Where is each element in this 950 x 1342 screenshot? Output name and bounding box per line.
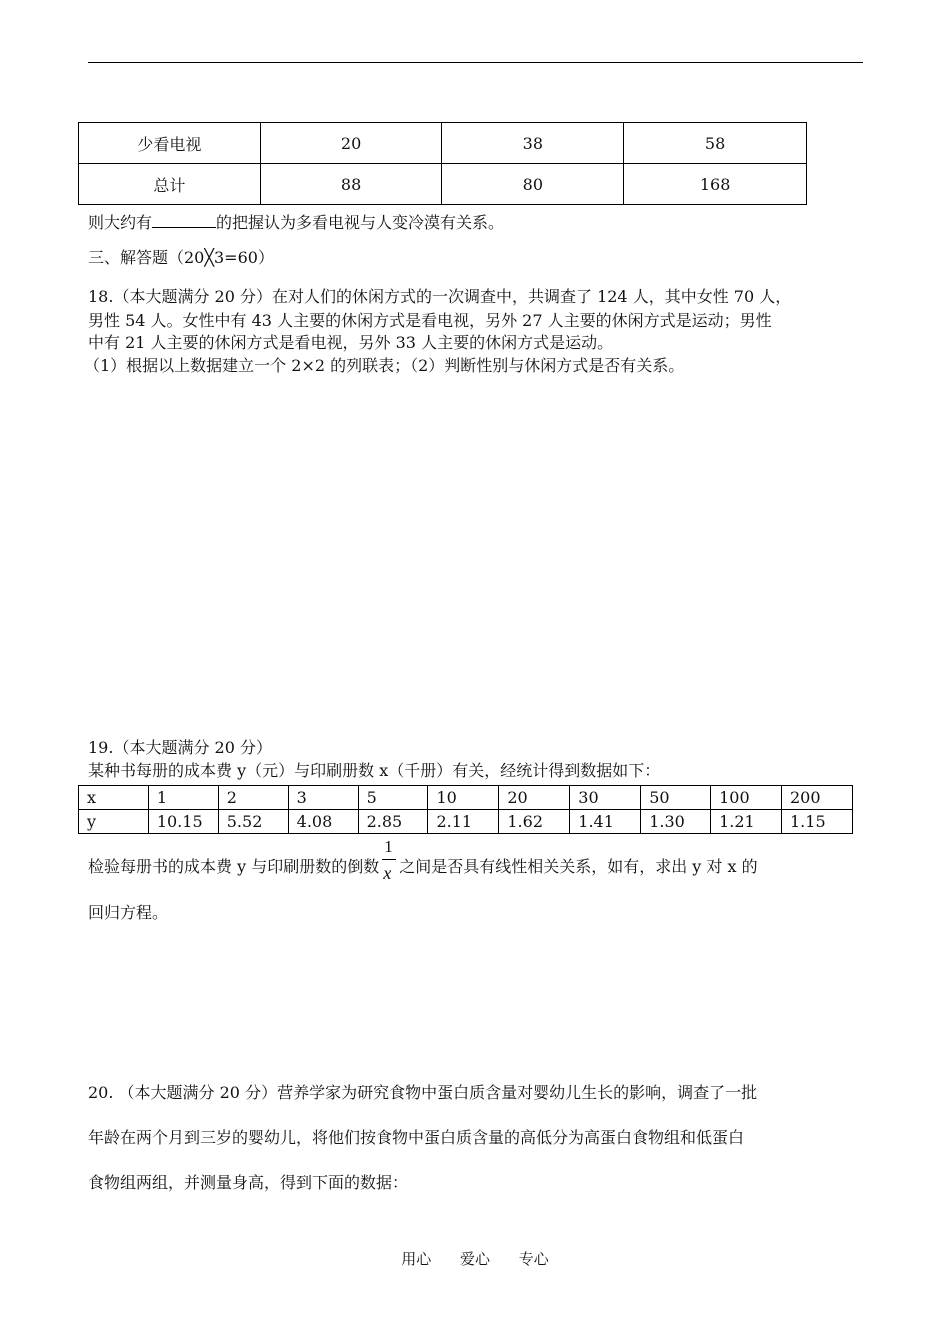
table-cell: 200	[782, 786, 853, 810]
table-cell: 2.85	[358, 810, 428, 834]
fraction-denominator: x	[383, 862, 392, 883]
table-cell: 100	[711, 786, 782, 810]
table-cell: 2	[218, 786, 288, 810]
table-cell: 10.15	[148, 810, 218, 834]
q18-line-2: 男性 54 人。女性中有 43 人主要的休闲方式是看电视，另外 27 人主要的休闲方式是运动；男性	[88, 311, 772, 330]
q19-question-text-after: 之间是否具有线性相关关系，如有，求出 y 对 x 的	[399, 857, 758, 876]
table-cell: y	[79, 810, 149, 834]
footer-text: 用心	[401, 1250, 432, 1268]
q19-question	[88, 836, 758, 883]
table-cell: 168	[624, 164, 807, 205]
table-cell: 50	[641, 786, 711, 810]
table-cell: 5	[358, 786, 428, 810]
q19-header: 19.（本大题满分 20 分）	[88, 738, 272, 757]
header-rule	[88, 62, 863, 63]
table-cell: 5.52	[218, 810, 288, 834]
table-cell: 38	[442, 123, 624, 164]
q18-line-1: 18.（本大题满分 20 分）在对人们的休闲方式的一次调查中，共调查了 124 人，其中女性 70 人，	[88, 287, 792, 306]
table-cell: 20	[499, 786, 570, 810]
table-cell: 80	[442, 164, 624, 205]
fraction-numerator: 1	[384, 836, 393, 856]
table-cell: 1.41	[570, 810, 641, 834]
table-row-x	[79, 786, 853, 810]
table-cell: 3	[288, 786, 358, 810]
table-cell: 少看电视	[79, 123, 261, 164]
q20-line-3: 食物组两组，并测量身高，得到下面的数据：	[88, 1173, 409, 1192]
table-cell: 88	[260, 164, 442, 205]
table-cell: 1.62	[499, 810, 570, 834]
footer-text: 专心	[518, 1250, 549, 1268]
q19-question-text: 检验每册书的成本费 y 与印刷册数的倒数	[88, 857, 380, 876]
table-cell: 1.21	[711, 810, 782, 834]
table-cell: 58	[624, 123, 807, 164]
q17-text-before: 则大约有	[88, 213, 153, 232]
table-cell: 1.30	[641, 810, 711, 834]
table-row-y	[79, 810, 853, 834]
q18-line-4: （1）根据以上数据建立一个 2×2 的列联表；（2）判断性别与休闲方式是否有关系。	[84, 356, 685, 375]
reciprocal-fraction	[379, 836, 399, 883]
table-cell: 10	[428, 786, 499, 810]
table-cell: 1	[148, 786, 218, 810]
q19-intro: 某种书每册的成本费 y（元）与印刷册数 x（千册）有关，经统计得到数据如下：	[88, 761, 661, 780]
contingency-table	[78, 122, 807, 205]
q17-conclusion	[88, 211, 504, 234]
table-cell: x	[79, 786, 149, 810]
table-cell: 2.11	[428, 810, 499, 834]
q17-text-after: 的把握认为多看电视与人变冷漠有关系。	[216, 213, 505, 232]
footer-text: 爱心	[459, 1250, 490, 1268]
answer-blank[interactable]	[152, 211, 216, 228]
table-row	[79, 123, 807, 164]
table-row	[79, 164, 807, 205]
q19-question-line-2: 回归方程。	[88, 903, 169, 922]
table-cell: 4.08	[288, 810, 358, 834]
q20-line-2: 年龄在两个月到三岁的婴幼儿，将他们按食物中蛋白质含量的高低分为高蛋白食物组和低蛋白	[88, 1128, 745, 1147]
q18-line-3: 中有 21 人主要的休闲方式是看电视，另外 33 人主要的休闲方式是运动。	[88, 333, 614, 352]
table-cell: 总计	[79, 164, 261, 205]
page-footer	[0, 1248, 950, 1269]
cost-data-table	[78, 785, 853, 834]
table-cell: 20	[260, 123, 442, 164]
table-cell: 30	[570, 786, 641, 810]
q20-line-1: 20. （本大题满分 20 分）营养学家为研究食物中蛋白质含量对婴幼儿生长的影响，调查了一批	[88, 1083, 758, 1102]
section-heading: 三、解答题（20╳3=60）	[88, 248, 274, 267]
fraction-bar	[382, 859, 396, 860]
table-cell: 1.15	[782, 810, 853, 834]
